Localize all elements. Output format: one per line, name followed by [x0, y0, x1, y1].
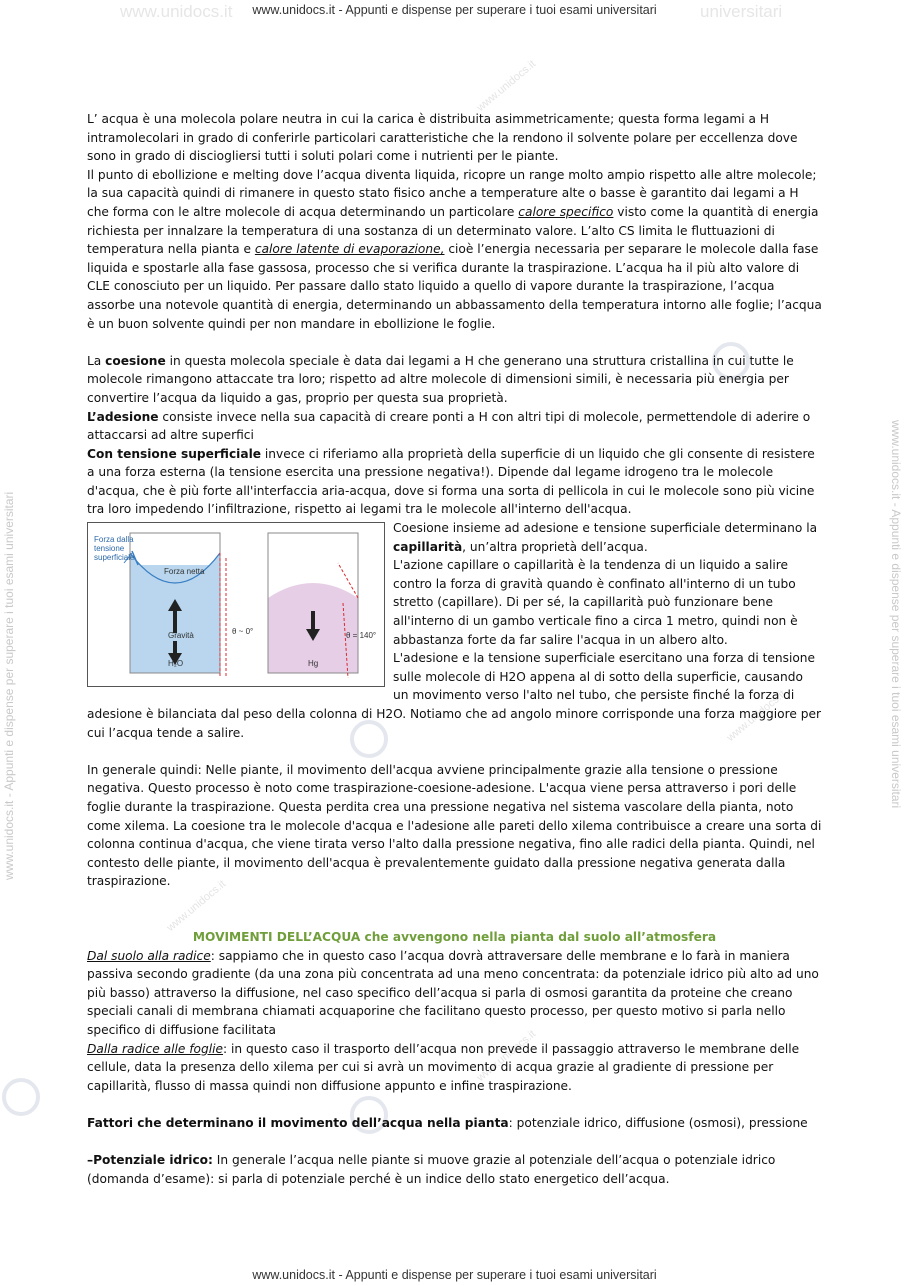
label-hg: Hg — [308, 659, 319, 669]
paragraph: Con tensione superficiale invece ci riferiamo alla proprietà della superficie di un liquido che gli consente di resistere a una forza esterna (la tensione esercita una pressione negativa!). Dipende dal legame idrogeno tra le molecole d'acqua, che è più forte all'interfaccia aria-acqua, dove si forma una sorta di pellicola in cui le molecole sono più vicine tra loro impedendo l’infiltrazione, rispetto ai legami tra le molecole all'interno dell'acqua. — [87, 446, 815, 517]
term-capillarita: capillarità — [393, 539, 463, 554]
label-angle-hg: θ = 140° — [346, 631, 377, 641]
term-potenziale-idrico: –Potenziale idrico: — [87, 1153, 213, 1168]
unidocs-logo-icon — [2, 1078, 40, 1116]
section-heading: MOVIMENTI DELL’ACQUA che avvengono nella pianta dal suolo all’atmosfera — [192, 929, 717, 944]
paragraph: Dalla radice alle foglie: in questo caso il trasporto dell’acqua non prevede il passaggio attraverso le membrane delle cellule, data la presenza dello xilema per cui si avrà un movimento di acqua grazie al gradiente di pressione per capillarità, flusso di massa quindi non diffusione appunto e infine traspirazione. — [87, 1041, 800, 1093]
term-calore-specifico: calore specifico — [518, 204, 614, 219]
paragraph: L'adesione e la tensione superficiale esercitano una forza di tensione sulle molecole di H2O appena al di sotto della superficie, causando un movimento verso l'alto nel tubo, che persiste finché la forza di adesione è bilanciata dal peso della colonna di H2O. Notiamo che ad angolo minore corrisponde una forza maggiore per cui l’acqua tende a salire. — [87, 651, 821, 740]
ghost-watermark-left: www.unidocs.it — [120, 2, 233, 21]
diagonal-watermark: www.unidocs.it — [474, 58, 539, 114]
site-footer: www.unidocs.it - Appunti e dispense per superare i tuoi esami universitari — [252, 1268, 657, 1282]
term-radice-foglie: Dalla radice alle foglie — [87, 1041, 224, 1056]
paragraph: Fattori che determinano il movimento dell’acqua nella pianta: potenziale idrico, diffusione (osmosi), pressione — [87, 1115, 808, 1130]
paragraph: Dal suolo alla radice: sappiamo che in questo caso l’acqua dovrà attraversare delle membrane e lo farà in maniera passiva secondo gradiente (da una zona più concentrata ad una meno concentrata: da potenziale idrico più alto ad uno più basso) attraverso la diffusione, nel caso specifico dell’acqua si parla di osmosi garantita da proteine che creano speciali canali di membrana chiamati acquaporine che facilitano questo processo, per questo motivo si parla nello specifico di diffusione facilitata — [87, 948, 819, 1037]
label-angle-water: θ ~ 0° — [232, 627, 254, 637]
site-header: www.unidocs.it - Appunti e dispense per superare i tuoi esami universitari — [252, 3, 657, 17]
label-h2o: H₂O — [168, 659, 184, 669]
label-net-force: Forza netta — [164, 567, 205, 577]
capillarity-figure — [87, 522, 385, 687]
term-fattori: Fattori che determinano il movimento dell’acqua nella pianta — [87, 1115, 509, 1130]
document-body — [87, 110, 822, 1188]
paragraph: La coesione in questa molecola speciale è data dai legami a H che generano una struttura cristallina in cui tutte le molecole rimangono attaccate tra loro; rispetto ad altre molecole di dimensioni simili, è necessaria più energia per convertire l’acqua da liquido a gas, proprio per questa sua proprietà. — [87, 353, 794, 405]
term-tensione-superficiale: Con tensione superficiale — [87, 446, 262, 461]
diagonal-watermark: www.unidocs.it — [724, 688, 789, 744]
label-surface-tension: Forza dalla tensione superficiale — [94, 535, 135, 563]
paragraph: Coesione insieme ad adesione e tensione superficiale determinano la capillarità, un’altra proprietà dell’acqua. — [393, 521, 818, 554]
side-watermark-left: www.unidocs.it - Appunti e dispense per superare i tuoi esami universitari — [2, 491, 16, 880]
paragraph: L’adesione consiste invece nella sua capacità di creare ponti a H con altri tipi di molecole, permettendole di aderire o attaccarsi ad altre superfici — [87, 409, 811, 443]
term-suolo-radice: Dal suolo alla radice — [87, 948, 211, 963]
diagonal-watermark: www.unidocs.it — [474, 1028, 539, 1084]
term-calore-latente: calore latente di evaporazione, — [254, 242, 445, 257]
paragraph: Il punto di ebollizione e melting dove l’acqua diventa liquida, ricopre un range molto ampio rispetto alle altre molecole; la sua capacità quindi di rimanere in questo stato fisico anche a temperature alte o basse è garantito dai legami a H che forma con le altre molecole di acqua determinando un particolare calore specifico visto come la quantità di energia richiesta per innalzare la temperatura di una sostanza di un determinato valore. L’alto CS limita le fluttuazioni di temperatura nella pianta e calore latente di evaporazione, cioè l’energia necessaria per separare le molecole dalla fase liquida e spostarle alla fase gassosa, processo che si verifica durante la traspirazione. L’acqua ha il più alto valore di CLE conosciuto per un liquido. Per passare dallo stato liquido a quello di vapore durante la traspirazione, l’acqua assorbe una notevole quantità di energia, determinando un abbassamento della temperatura intorno alle foglie; l’acqua è un buon solvente quindi per non mandare in ebollizione le foglie. — [87, 167, 822, 331]
paragraph: –Potenziale idrico: In generale l’acqua nelle piante si muove grazie al potenziale dell’acqua o potenziale idrico (domanda d’esame): si parla di potenziale perché è un indice dello stato energetico dell’acqua. — [87, 1153, 776, 1186]
paragraph: L’ acqua è una molecola polare neutra in cui la carica è distribuita asimmetricamente; questa forma legami a H intramolecolari in grado di conferirle particolari caratteristiche che la rendono il solvente polare per eccellenza dove sono in grado di disciogliersi tutti i soluti polari come i nutrienti per le piante. — [87, 112, 798, 164]
term-coesione: coesione — [105, 353, 166, 368]
term-adesione: L’adesione — [87, 409, 159, 424]
paragraph: In generale quindi: Nelle piante, il movimento dell'acqua avviene principalmente grazie alla tensione o pressione negativa. Questo processo è noto come traspirazione-coesione-adesione. L'acqua viene persa attraverso i pori delle foglie durante la traspirazione. Questa perdita crea una pressione negativa nel sistema vascolare della pianta, noto come xilema. La coesione tra le molecole d'acqua e l'adesione alle pareti dello xilema contribuisce a creare una sorta di colonna continua d'acqua, che viene tirata verso l'alto dalla pressione negativa, fino alle radici della pianta. Quindi, nel contesto delle piante, il movimento dell'acqua è prevalentemente guidato dalla pressione negativa generata dalla traspirazione. — [87, 762, 822, 889]
paragraph: L'azione capillare o capillarità è la tendenza di un liquido a salire contro la forza di gravità quando è confinato all'interno di un tubo stretto (capillare). Di per sé, la capillarità può funzionare bene all'interno di un gambo verticale fino a circa 1 metro, quindi non è abbastanza forte da far salire l'acqua in un albero alto. — [393, 558, 798, 647]
ghost-watermark-right: universitari — [700, 2, 783, 21]
side-watermark-right: www.unidocs.it - Appunti e dispense per superare i tuoi esami universitari — [889, 420, 903, 809]
label-gravity: Gravità — [168, 631, 194, 641]
diagonal-watermark: www.unidocs.it — [164, 878, 229, 934]
